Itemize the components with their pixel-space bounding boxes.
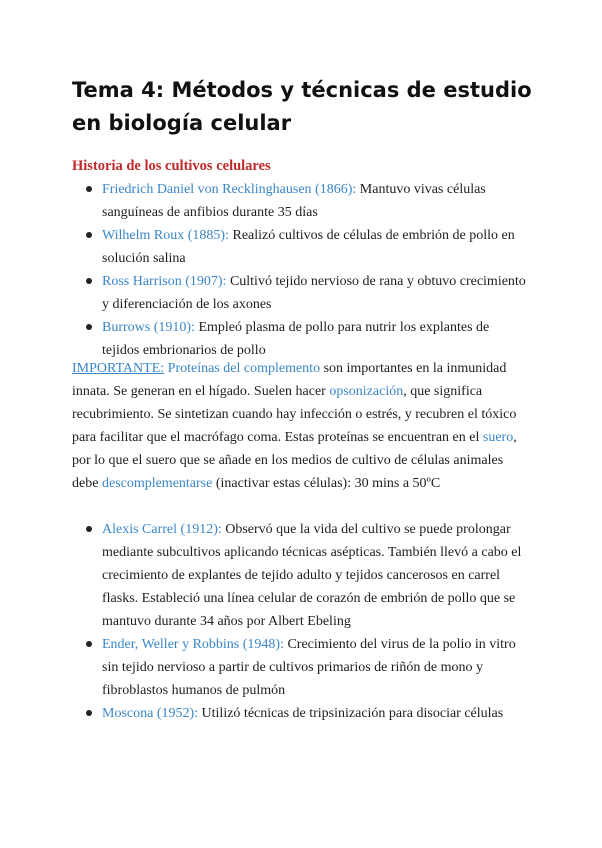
important-label: IMPORTANTE: xyxy=(72,361,165,376)
important-text-4: (inactivar estas células): 30 mins a 50ºC xyxy=(212,476,441,491)
list-item-name: Wilhelm Roux (1885): xyxy=(102,228,229,243)
list-item xyxy=(86,518,526,633)
list-item xyxy=(86,224,526,270)
list-item-name: Burrows (1910): xyxy=(102,320,195,335)
page-title: Tema 4: Métodos y técnicas de estudio en biología celular xyxy=(72,78,532,135)
important-text-2: , que significa recubrimiento. Se sintetizan cuando hay infección o estrés, y recubren el tóxico para facilitar que el macrófago coma. Estas proteínas se encuentran en el xyxy=(72,384,517,445)
list-item xyxy=(86,178,526,224)
bullet-icon xyxy=(86,710,92,716)
list-item-text: Empleó plasma de pollo para nutrir los explantes de tejidos embrionarios de pollo xyxy=(102,320,490,358)
list-item xyxy=(86,316,526,362)
list-item-text: Cultivó tejido nervioso de rana y obtuvo crecimiento y diferenciación de los axones xyxy=(102,274,526,312)
history-list-1 xyxy=(86,178,526,362)
bullet-icon xyxy=(86,526,92,532)
list-item xyxy=(86,633,526,702)
list-item-name: Ender, Weller y Robbins (1948): xyxy=(102,637,284,652)
list-item-text: Observó que la vida del cultivo se puede prolongar mediante subcultivos aplicando técnicas asépticas. También llevó a cabo el crecimiento de explantes de tejido adulto y tejidos cancerosos en carrel flasks. Estableció una línea celular de corazón de embrión de pollo que se mantuvo durante 34 años por Albert Ebeling xyxy=(102,522,522,629)
important-text-1: son importantes en la inmunidad innata. Se generan en el hígado. Suelen hacer xyxy=(72,361,507,399)
term-decomplement: descomplementarse xyxy=(101,476,213,491)
list-item-name: Friedrich Daniel von Recklinghausen (1866): xyxy=(102,182,357,197)
term-opsonization: opsonización xyxy=(329,384,404,399)
list-item-text: Crecimiento del virus de la polio in vitro sin tejido nervioso a partir de cultivos primarios de riñón de mono y fibroblastos humanos de pulmón xyxy=(102,637,516,698)
important-paragraph xyxy=(72,357,528,495)
section-heading: Historia de los cultivos celulares xyxy=(72,158,271,174)
list-item-name: Ross Harrison (1907): xyxy=(102,274,227,289)
bullet-icon xyxy=(86,324,92,330)
list-item xyxy=(86,270,526,316)
bullet-icon xyxy=(86,641,92,647)
list-item-text: Realizó cultivos de células de embrión de pollo en solución salina xyxy=(102,228,515,266)
important-text-3: , por lo que el suero que se añade en los medios de cultivo de células animales debe xyxy=(72,430,517,491)
term-serum: suero xyxy=(482,430,514,445)
list-item-text: Utilizó técnicas de tripsinización para disociar células xyxy=(198,706,504,721)
bullet-icon xyxy=(86,232,92,238)
bullet-icon xyxy=(86,186,92,192)
list-item xyxy=(86,702,526,725)
history-list-2 xyxy=(86,518,526,725)
list-item-name: Moscona (1952): xyxy=(102,706,199,721)
term-complement-proteins: Proteínas del complemento xyxy=(167,361,321,376)
list-item-name: Alexis Carrel (1912): xyxy=(102,522,222,537)
list-item-text: Mantuvo vivas células sanguíneas de anfibios durante 35 días xyxy=(102,182,486,220)
bullet-icon xyxy=(86,278,92,284)
